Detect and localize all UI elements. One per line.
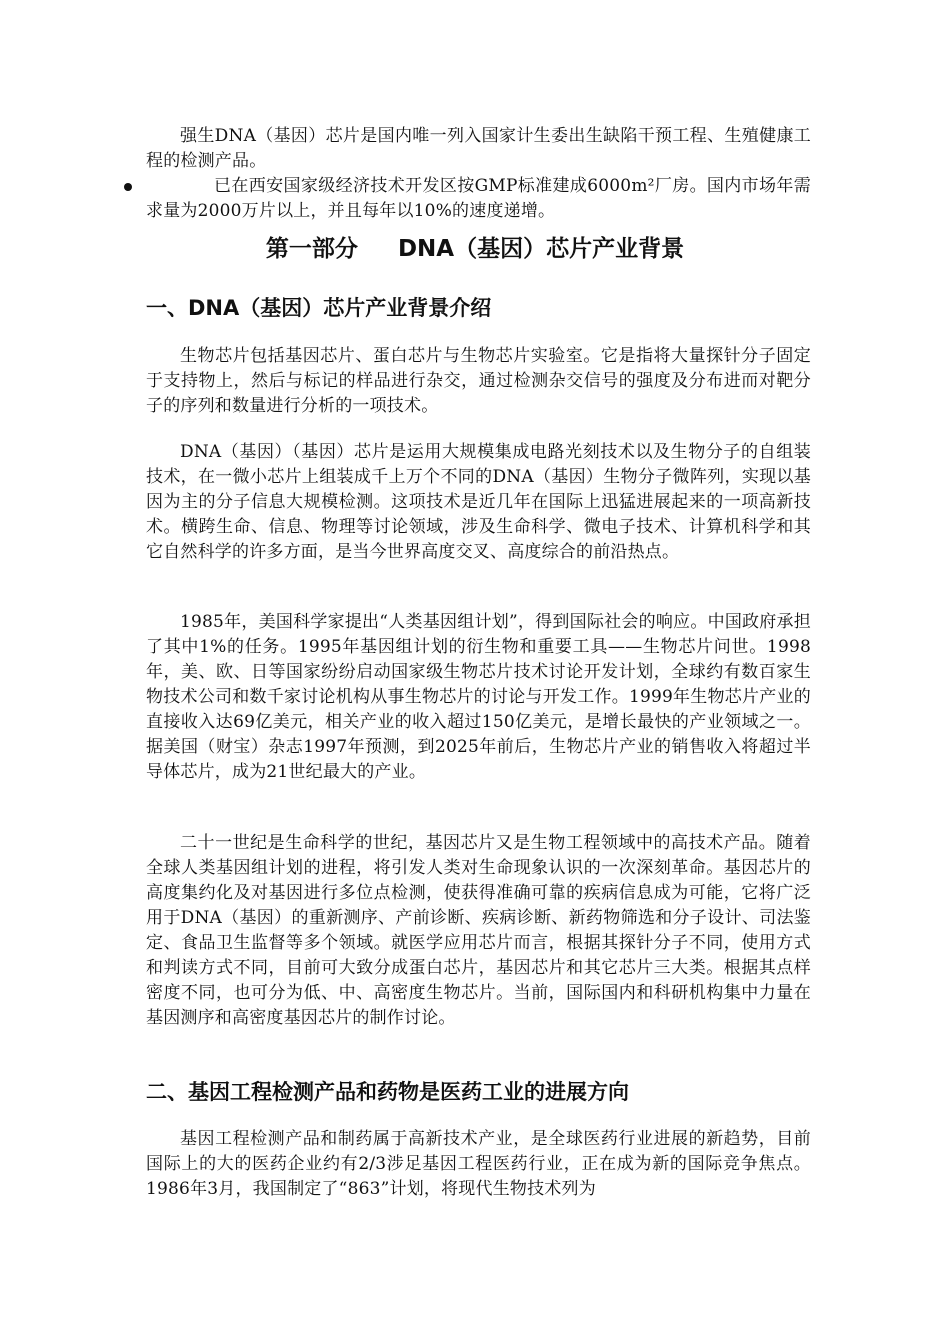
section-1-paragraph-2: DNA（基因）（基因）芯片是运用大规模集成电路光刻技术以及生物分子的自组装技术，在一微小芯片上组装成千上万个不同的DNA（基因）生物分子微阵列，实现以基因为主的分子信息大规模检测。这项技术是近几年在国际上迅猛进展起来的一项高新技术。横跨生命、信息、物理等讨论领域，涉及生命科学、微电子技术、计算机科学和其它自然科学的许多方面，是当今世界高度交叉、高度综合的前沿热点。 xyxy=(146,442,811,562)
bullet-item xyxy=(146,174,811,224)
part-title: 第一部分 DNA（基因）芯片产业背景 xyxy=(265,236,685,262)
section-1-paragraph-4: 二十一世纪是生命科学的世纪，基因芯片又是生物工程领域中的高技术产品。随着全球人类基因组计划的进程，将引发人类对生命现象认识的一次深刻革命。基因芯片的高度集约化及对基因进行多位点检测，使获得准确可靠的疾病信息成为可能，它将广泛用于DNA（基因）的重新测序、产前诊断、疾病诊断、新药物筛选和分子设计、司法鉴定、食品卫生监督等多个领域。就医学应用芯片而言，根据其探针分子不同，使用方式和判读方式不同，目前可大致分成蛋白芯片，基因芯片和其它芯片三大类。根据其点样密度不同，也可分为低、中、高密度生物芯片。当前，国际国内和科研机构集中力量在基因测序和高密度基因芯片的制作讨论。 xyxy=(146,833,811,1028)
section-1-paragraph-1: 生物芯片包括基因芯片、蛋白芯片与生物芯片实验室。它是指将大量探针分子固定于支持物上，然后与标记的样品进行杂交，通过检测杂交信号的强度及分布进而对靶分子的序列和数量进行分析的一项技术。 xyxy=(146,346,811,416)
section-2-paragraph-1: 基因工程检测产品和制药属于高新技术产业，是全球医药行业进展的新趋势，目前国际上的大的医药企业约有2/3涉足基因工程医药行业，正在成为新的国际竞争焦点。1986年3月，我国制定了“863”计划，将现代生物技术列为 xyxy=(146,1129,811,1199)
intro-paragraph: 强生DNA（基因）芯片是国内唯一列入国家计生委出生缺陷干预工程、生殖健康工程的检测产品。 xyxy=(146,126,811,171)
section-1-paragraph-3: 1985年，美国科学家提出“人类基因组计划”，得到国际社会的响应。中国政府承担了其中1%的任务。1995年基因组计划的衍生物和重要工具——生物芯片问世。1998年，美、欧、日等国家纷纷启动国家级生物芯片技术讨论开发计划，全球约有数百家生物技术公司和数千家讨论机构从事生物芯片的讨论与开发工作。1999年生物芯片产业的直接收入达69亿美元，相关产业的收入超过150亿美元，是增长最快的产业领域之一。据美国（财宝）杂志1997年预测，到2025年前后，生物芯片产业的销售收入将超过半导体芯片，成为21世纪最大的产业。 xyxy=(146,612,811,782)
section-1-title: 一、DNA（基因）芯片产业背景介绍 xyxy=(146,296,492,320)
section-2-title: 二、基因工程检测产品和药物是医药工业的进展方向 xyxy=(146,1080,629,1104)
bullet-dot-icon xyxy=(124,183,132,191)
bullet-item-text: 已在西安国家级经济技术开发区按GMP标准建成6000m²厂房。国内市场年需求量为2000万片以上，并且每年以10%的速度递增。 xyxy=(146,176,811,221)
